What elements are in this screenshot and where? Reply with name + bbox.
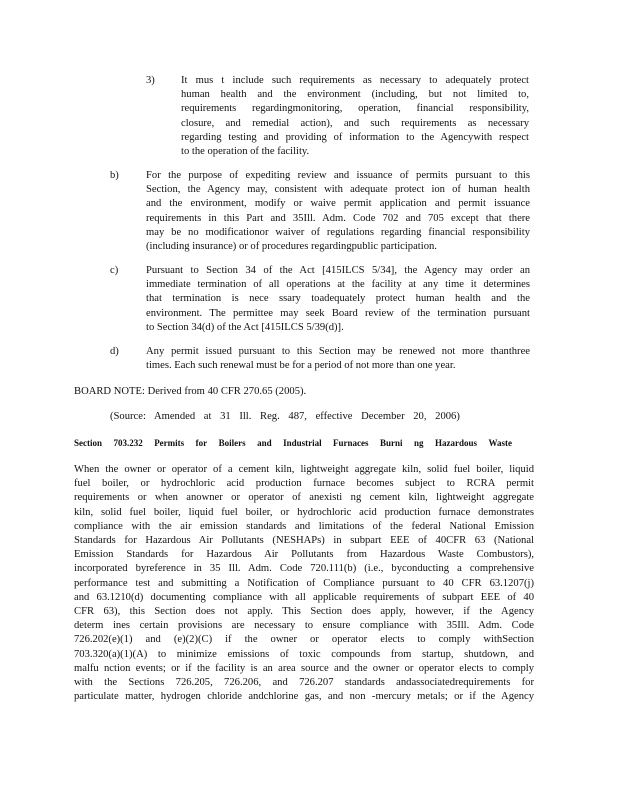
text-line: It mus t include such requirements as necessary to adequately protect (181, 75, 529, 86)
text-line: malfu nction events; or if the facility is an area source and the owner or operator elects to comply (74, 662, 534, 674)
section-body-paragraph (74, 463, 534, 704)
text-line: (including insurance) or of procedures regardingpublic participation. (146, 241, 437, 253)
heading-word: Industrial (283, 438, 322, 448)
text-line: kiln, solid fuel boiler, liquid fuel boiler, or hydrochloric acid production furnace demonstrates (74, 506, 534, 518)
heading-word: ng (414, 438, 424, 448)
item-b-marker: b) (110, 170, 119, 181)
source-note: (Source: Amended at 31 Ill. Reg. 487, effective December 20, 2006) (110, 411, 460, 422)
item-c-marker: c) (110, 265, 119, 276)
text-line: determ ines certain provisions are necessary to ensure compliance with 35Ill. Adm. Code (74, 620, 534, 632)
text-line: and 63.1210(d) documenting compliance with all applicable requirements of subpart EEE of 40 (74, 591, 534, 603)
text-line: and the environment, modify or waive permit application and permit issuance (146, 198, 530, 210)
text-line: 726.202(e)(1) and (e)(2)(C) if the owner or operator elects to comply withSection (74, 634, 534, 646)
text-line: Emission Standards for Hazardous Air Pollutants from Hazardous Waste Combustors), (74, 549, 534, 561)
text-line: 703.320(a)(1)(A) to minimize emissions of toxic compounds from startup, shutdown, and (74, 648, 534, 660)
item-b-paragraph (146, 169, 530, 254)
text-line: particulate matter, hydrogen chloride andchlorine gas, and non -mercury metals; or if the Agency (74, 691, 534, 703)
text-line: environment. The permittee may seek Board review of the termination pursuant (146, 307, 530, 319)
item-3-paragraph (181, 74, 529, 159)
item-c-paragraph (146, 264, 530, 335)
text-line: that termination is nece ssary toadequately protect human health and the (146, 293, 530, 305)
text-line: times. Each such renewal must be for a period of not more than one year. (146, 360, 456, 372)
heading-word: for (195, 438, 208, 448)
text-line: regarding testing and providing of information to the Agencywith respect (181, 131, 529, 143)
text-line: may be no modificationor waiver of regulations regarding financial responsibility (146, 226, 530, 238)
text-line: immediate termination of all operations at the facility at any time it determines (146, 279, 530, 291)
text-line: with the Sections 726.205, 726.206, and 726.207 standards andassociatedrequirements for (74, 677, 534, 689)
heading-word: Waste (488, 438, 512, 448)
item-d-paragraph (146, 345, 530, 373)
text-line: requirements or when anowner or operator of anexisti ng cement kiln, lightweight aggregate (74, 492, 534, 504)
text-line: For the purpose of expediting review and issuance of permits pursuant to this (146, 170, 530, 181)
heading-word: and (257, 438, 272, 448)
heading-word: Furnaces (333, 438, 369, 448)
text-line: Any permit issued pursuant to this Section may be renewed not more thanthree (146, 346, 530, 357)
text-line: requirements regardingmonitoring, operation, financial responsibility, (181, 103, 529, 115)
text-line: human health and the environment (including, but not limited to, (181, 89, 529, 101)
text-line: compliance with the air emission standards and limitations of the federal National Emission (74, 520, 534, 532)
heading-word: 703.232 (113, 438, 143, 448)
text-line: Pursuant to Section 34 of the Act [415ILCS 5/34], the Agency may order an (146, 265, 530, 276)
heading-word: Boilers (218, 438, 246, 448)
text-line: fuel boiler, or hydrochloric acid production furnace becomes subject to RCRA permit (74, 478, 534, 490)
text-line: When the owner or operator of a cement kiln, lightweight aggregate kiln, solid fuel boiler, liquid (74, 464, 534, 475)
heading-word: Burni (380, 438, 403, 448)
text-line: to the operation of the facility. (181, 146, 310, 158)
text-line: Standards for Hazardous Air Pollutants (NESHAPs) in subpart EEE of 40CFR 63 (National (74, 535, 534, 547)
text-line: performance test and submitting a Notification of Compliance pursuant to 40 CFR 63.1207(j) (74, 577, 534, 589)
text-line: incorporated byreference in 35 Ill. Adm. Code 720.111(b) (i.e., byconducting a comprehensive (74, 563, 534, 575)
text-line: requirements in this Part and 35Ill. Adm. Code 702 and 705 except that there (146, 212, 530, 224)
section-heading (74, 438, 512, 448)
text-line: CFR 63), this Section does not apply. This Section does apply, however, if the Agency (74, 606, 534, 618)
text-line: Section, the Agency may, consistent with adequate protect ion of human health (146, 184, 530, 196)
heading-word: Permits (154, 438, 185, 448)
board-note: BOARD NOTE: Derived from 40 CFR 270.65 (2005). (74, 386, 307, 397)
heading-word: Hazardous (434, 438, 477, 448)
text-line: closure, and remedial action), and such requirements as necessary (181, 117, 529, 129)
item-3-marker: 3) (146, 75, 155, 86)
item-d-marker: d) (110, 346, 119, 357)
text-line: to Section 34(d) of the Act [415ILCS 5/39(d)]. (146, 321, 344, 333)
heading-word: Section (74, 438, 102, 448)
